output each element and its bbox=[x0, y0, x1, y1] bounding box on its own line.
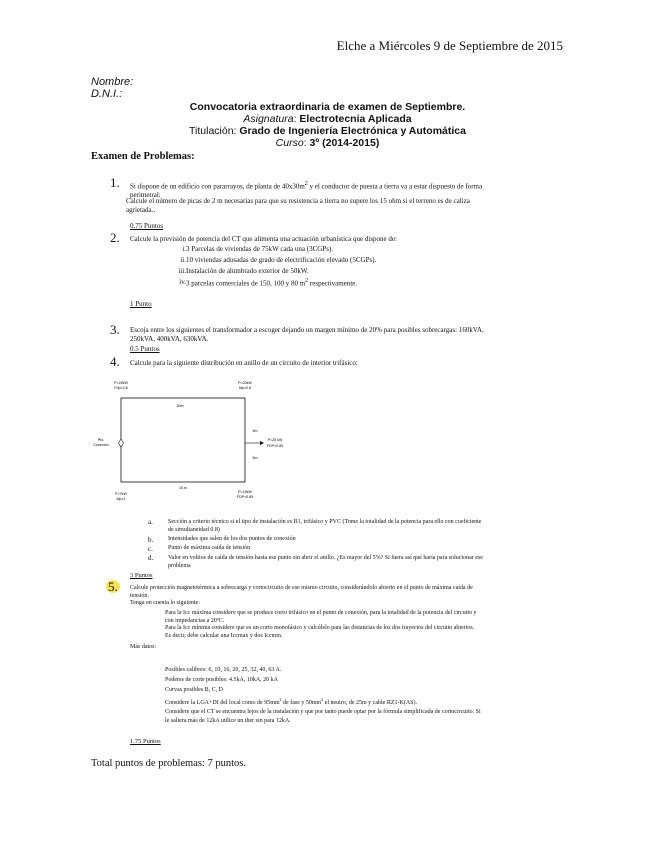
right-lower-length: 5m bbox=[252, 456, 258, 460]
problem-1-question: Calcule el número de picas de 2 m necesarias para que su resistencia a tierra no supere los 15 ohm si el terreno es de caliza agrietada.. bbox=[126, 197, 470, 214]
right-upper-length: 5m bbox=[252, 429, 258, 433]
problem-2-item-2: 10 viviendas adosadas de grado de electrificación elevado (5CGPs). bbox=[186, 256, 377, 264]
problem-2-item-2-roman: ii. bbox=[180, 256, 186, 264]
problem-5-more-data-label: Más datos: bbox=[130, 644, 157, 650]
exam-date: Elche a Miércoles 9 de Septiembre de 2015 bbox=[336, 38, 563, 53]
course-label: Curso bbox=[275, 137, 304, 149]
subject-label: Asignatura bbox=[243, 113, 294, 125]
bottom-segment-length: 15 m bbox=[179, 486, 187, 490]
problem-2-item-1-roman: i. bbox=[182, 245, 186, 253]
load-side-fdp: FDP=0,85 bbox=[266, 444, 284, 448]
problem-4-item-c-letter: c. bbox=[148, 545, 153, 553]
dni-label: D.N.I.: bbox=[91, 88, 123, 100]
load-side-power: P=25 kW bbox=[267, 438, 283, 442]
problem-2-item-4: 3 parcelas comerciales de 150, 100 y 80 $m^2$ respectivamente. bbox=[186, 278, 358, 288]
load-bottom-left-power: P=7kW bbox=[115, 492, 127, 496]
problem-2-item-1: 3 Parcelas de viviendas de 75kW cada una (3CGPs). bbox=[186, 245, 334, 253]
top-segment-length: 30m bbox=[176, 404, 184, 408]
problem-4-item-d-letter: d. bbox=[148, 554, 154, 562]
load-top-right-power: P=20kW bbox=[238, 381, 252, 385]
load-top-left-power: P=20kW bbox=[114, 381, 128, 385]
problem-4-intro: Calcule para la siguiente distribución en anillo de un circuito de interior trifásico: bbox=[130, 359, 358, 367]
subject-value: Electrotecnia Aplicada bbox=[299, 113, 412, 125]
load-bottom-left-fdp: fdp=1 bbox=[116, 497, 126, 501]
connection-point-label: Pto. bbox=[97, 438, 105, 442]
problem-4-item-b-letter: b. bbox=[148, 536, 154, 544]
degree-line bbox=[0, 125, 655, 137]
section-title: Examen de Problemas: bbox=[91, 151, 195, 162]
load-bottom-right-fdp: FDP=0.85 bbox=[236, 495, 254, 499]
problem-2-number: 2. bbox=[110, 230, 120, 245]
problem-4-number: 4. bbox=[110, 354, 120, 369]
problem-1-text: Si dispone de un edificio con pararrayos, de planta de $40x30m^2$ y el conductor de puesta a tierra va a estar dispuesto de forma perimetral: bbox=[130, 181, 483, 199]
exam-title: Convocatoria extraordinaria de examen de Septiembre. bbox=[189, 101, 466, 113]
ring-circuit-diagram bbox=[85, 375, 315, 510]
problem-5-highlight: 5. bbox=[108, 579, 118, 594]
subject-line: Asignatura: Electrotecnia Aplicada bbox=[243, 113, 412, 125]
degree-label: Titulación: bbox=[189, 125, 237, 137]
course-line: Curso: 3º (2014-2015) bbox=[275, 137, 380, 149]
problem-3-number: 3. bbox=[110, 322, 120, 337]
problem-4-item-a-letter: a. bbox=[148, 518, 153, 526]
problem-2-points: 1 Punto bbox=[130, 300, 152, 308]
load-bottom-right-power: P=15kW bbox=[238, 490, 252, 494]
problem-5-number bbox=[106, 579, 120, 595]
load-top-left-fdp: Fdp=0.8 bbox=[114, 386, 128, 390]
problem-4-item-d: Valor en voltios de caída de tensión hasta ese punto sin abrir el anillo. ¿Es mayor del 5%? Si fuera así qué haría para solucionar ese problema bbox=[168, 555, 483, 569]
problem-2-item-4-roman: iv. bbox=[179, 278, 186, 286]
total-points: Total puntos de problemas: 7 puntos. bbox=[91, 758, 246, 769]
problem-2-intro: Calcule la previsión de potencia del CT que alimenta una actuación urbanística que dispone de: bbox=[130, 235, 397, 243]
load-top-right-fdp: fdp=0.8 bbox=[238, 386, 252, 390]
problem-2-item-3-roman: iii. bbox=[178, 267, 186, 275]
problem-4-item-a: Sección a criterio técnico si el tipo de instalación es B1, trifásico y PVC (Tome la totalidad de la potencia para ello con coeficiente de simultaneidad 0.8) bbox=[168, 519, 482, 533]
side-load-arrow bbox=[260, 441, 264, 445]
connection-point-marker bbox=[119, 439, 124, 447]
problem-5-points: 1.75 Puntos bbox=[130, 738, 161, 745]
problem-4-item-b: Intensidades que salen de los dos puntos de conexión bbox=[168, 536, 296, 542]
ring-circuit-loop bbox=[121, 398, 245, 482]
problem-2-item-3: Instalación de alumbrado exterior de 50kW. bbox=[186, 267, 309, 275]
problem-3-points: 0.5 Puntos bbox=[130, 345, 160, 353]
degree-value: Grado de Ingeniería Electrónica y Automática bbox=[239, 125, 466, 137]
problem-1-points: 0.75 Puntos bbox=[130, 222, 164, 230]
connection-point-label-2: Conexión bbox=[93, 443, 109, 447]
problem-4-item-c: Punto de máxima caída de tensión bbox=[168, 545, 251, 551]
problem-4-points: 3 Puntos bbox=[130, 572, 153, 579]
course-value: 3º (2014-2015) bbox=[309, 137, 380, 149]
problem-5-icc-notes: Para la Icc máxima considere que se produce corto trifásico en el punto de conexión, para la totalidad de la potencia del circuito y con impedancias a 20ºC. Para la Icc mínima considere que es un corto monofásico y calcúlelo para las distancias de los dos trayectos del circuito abiertos. Es decir, debe calcular una Iccmax y dos Iccmin. bbox=[165, 610, 477, 639]
problem-3-text: Escoja entre los siguientes el transformador a escoger dejando un margen mínimo de 20% para posibles sobrecargas: 160kVA, 250kVA, 400kVA, 630kVA. bbox=[130, 326, 484, 343]
problem-5-data-list: Posibles calibres: 6, 10, 16, 20, 25, 32, 40, 63 A. Poderes de corte posibles: 4.5kA, 10kA, 20 kA Curvas posibles B, C, D Considere la LGA+DI del local como de $95mm^2$ de fase y $50mm^2$ el neutro, de 25m y cable RZ1-K(AS). Considere que el CT se encuentra lejos de la instalación y que por tanto puede optar por la fórmula simplificada de cortocircuito. Si le saliera más de 12kA utilice un ther sin para 12kA. bbox=[165, 667, 481, 724]
problem-1-number: 1. bbox=[110, 175, 120, 190]
problem-5-intro: Calcule protección magnetotérmica a sobrecarga y cortocircuito de ese mismo circuito, considerándolo abierto en el punto de máxima caída de tensión. Tenga en cuenta lo siguiente: bbox=[130, 585, 473, 607]
name-label: Nombre: bbox=[91, 76, 134, 88]
